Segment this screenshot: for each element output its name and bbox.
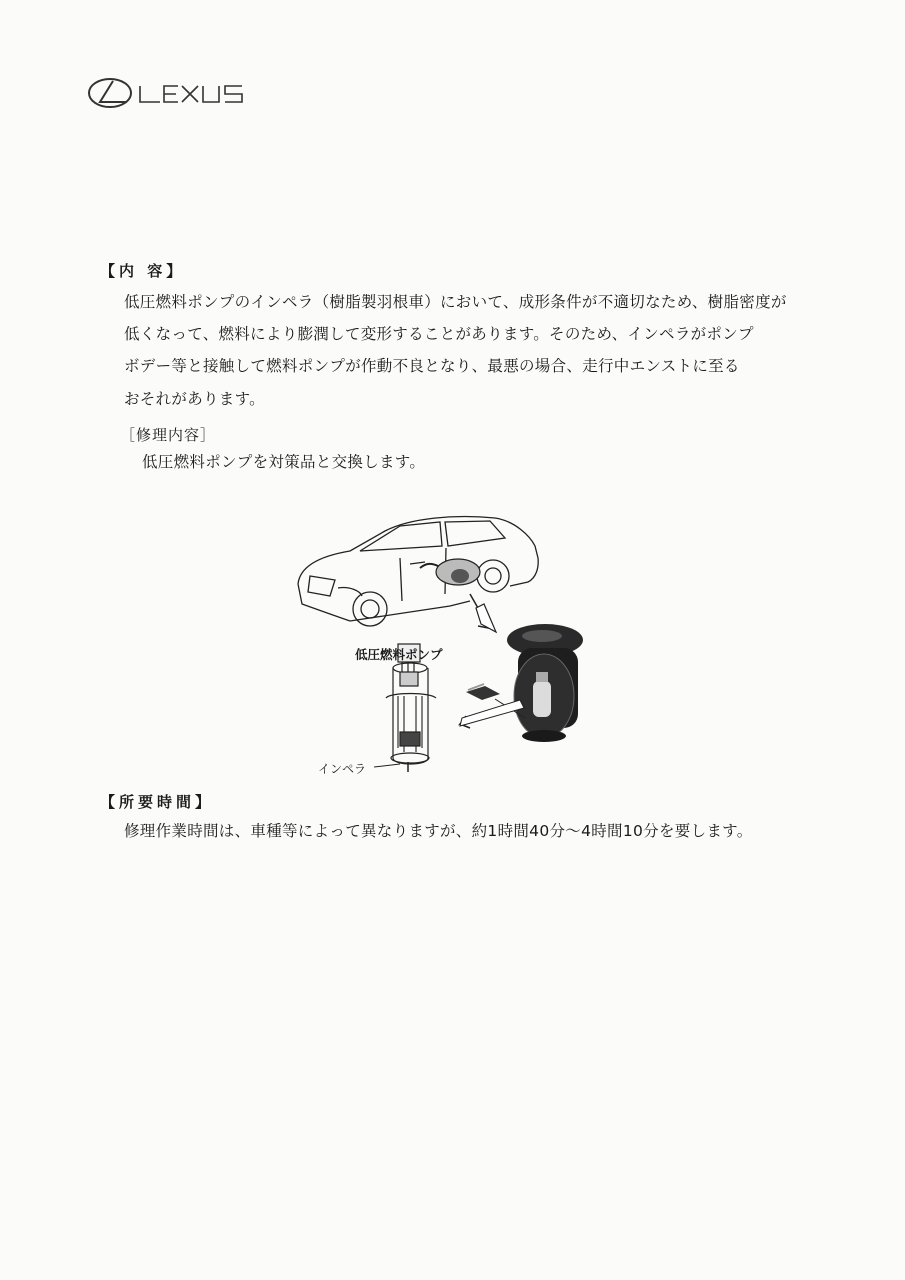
impeller-label: インペラ [318,762,367,776]
repair-heading: ［修理内容］ [120,426,217,444]
content-line-1: 低圧燃料ポンプのインペラ（樹脂製羽根車）において、成形条件が不適切なため、樹脂密度が [124,293,787,311]
pump-label: 低圧燃料ポンプ [355,647,443,662]
repair-text: 低圧燃料ポンプを対策品と交換します。 [142,453,426,471]
content-heading: 【内 容】 [100,262,186,280]
impeller-leader-line [374,764,400,767]
time-text: 修理作業時間は、車種等によって異なりますが、約1時間40分～4時間10分を要します。 [124,822,753,840]
pump-assembly-photo [507,624,583,742]
lexus-emblem-icon [86,74,258,112]
car-drawing [298,517,538,626]
fuel-tank-cutaway [420,559,480,585]
fuel-pump-illustration [290,496,600,781]
content-line-2: 低くなって、燃料により膨潤して変形することがあります。そのため、インペラがポンプ [124,325,754,343]
content-line-3: ボデー等と接触して燃料ポンプが作動不良となり、最悪の場合、走行中エンストに至る [124,357,740,375]
time-heading: 【所要時間】 [100,793,215,811]
low-pressure-pump-drawing [386,644,436,772]
content-line-4: おそれがあります。 [124,390,265,408]
